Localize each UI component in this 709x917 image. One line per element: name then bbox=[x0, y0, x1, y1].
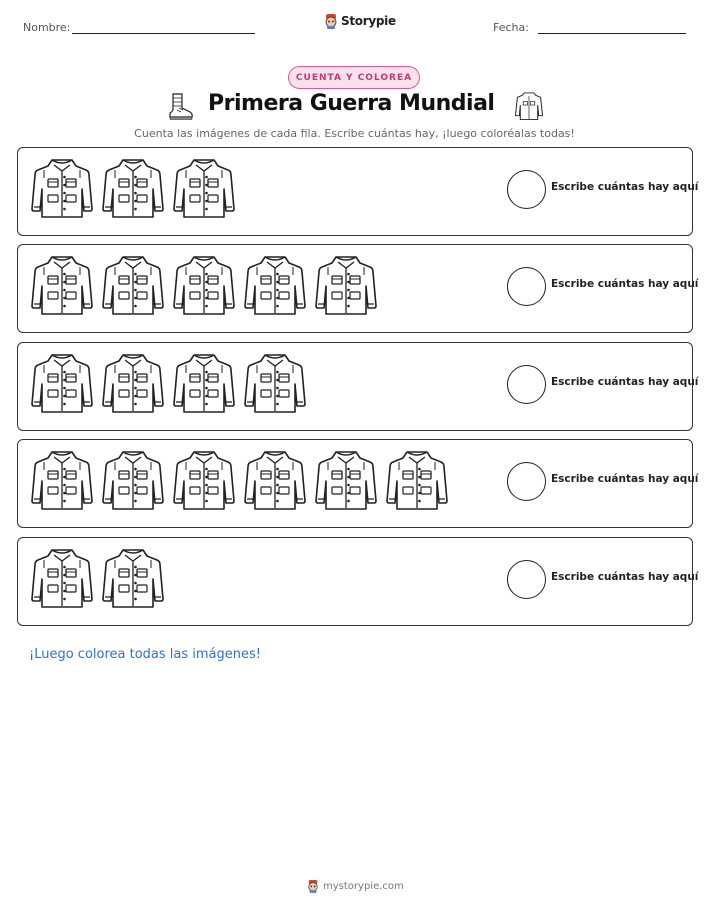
count-answer-circle[interactable] bbox=[507, 267, 546, 306]
count-row-3 bbox=[17, 342, 699, 431]
count-row-4 bbox=[17, 439, 699, 528]
military-jacket-icon bbox=[30, 352, 94, 414]
military-jacket-icon bbox=[101, 254, 165, 316]
name-label: Nombre: bbox=[23, 21, 71, 34]
storypie-mascot-icon bbox=[324, 13, 338, 29]
military-jacket-icon bbox=[30, 157, 94, 219]
jacket-icon bbox=[513, 91, 545, 121]
page-title: Primera Guerra Mundial bbox=[208, 91, 495, 116]
count-label: Escribe cuántas hay aquí bbox=[551, 278, 699, 290]
boot-icon bbox=[165, 91, 195, 121]
military-jacket-icon bbox=[101, 547, 165, 609]
count-row-2 bbox=[17, 244, 699, 333]
military-jacket-icon bbox=[172, 352, 236, 414]
count-row-5 bbox=[17, 537, 699, 626]
military-jacket-icon bbox=[172, 157, 236, 219]
date-line[interactable] bbox=[538, 33, 686, 34]
military-jacket-icon bbox=[243, 254, 307, 316]
brand-logo bbox=[324, 13, 396, 29]
military-jacket-icon bbox=[101, 157, 165, 219]
military-jacket-icon bbox=[30, 449, 94, 511]
military-jacket-icon bbox=[172, 449, 236, 511]
military-jacket-icon bbox=[243, 449, 307, 511]
count-label: Escribe cuántas hay aquí bbox=[551, 473, 699, 485]
military-jacket-icon bbox=[314, 254, 378, 316]
military-jacket-icon bbox=[172, 254, 236, 316]
count-answer-circle[interactable] bbox=[507, 170, 546, 209]
name-line[interactable] bbox=[72, 33, 255, 34]
jacket-group bbox=[30, 352, 307, 414]
jacket-group bbox=[30, 547, 165, 609]
military-jacket-icon bbox=[385, 449, 449, 511]
jacket-group bbox=[30, 254, 378, 316]
footer-url: mystorypie.com bbox=[323, 880, 404, 892]
military-jacket-icon bbox=[30, 547, 94, 609]
count-label: Escribe cuántas hay aquí bbox=[551, 571, 699, 583]
date-label: Fecha: bbox=[493, 21, 529, 34]
footer-brand bbox=[307, 879, 404, 893]
count-answer-circle[interactable] bbox=[507, 560, 546, 599]
military-jacket-icon bbox=[30, 254, 94, 316]
footer-note: ¡Luego colorea todas las imágenes! bbox=[29, 647, 261, 662]
activity-badge: CUENTA Y COLOREA bbox=[288, 66, 420, 89]
brand-name: Storypie bbox=[341, 14, 396, 28]
military-jacket-icon bbox=[101, 449, 165, 511]
storypie-mascot-icon bbox=[307, 879, 319, 893]
count-row-1 bbox=[17, 147, 699, 236]
count-label: Escribe cuántas hay aquí bbox=[551, 181, 699, 193]
military-jacket-icon bbox=[314, 449, 378, 511]
jacket-group bbox=[30, 449, 449, 511]
military-jacket-icon bbox=[243, 352, 307, 414]
count-answer-circle[interactable] bbox=[507, 365, 546, 404]
military-jacket-icon bbox=[101, 352, 165, 414]
count-answer-circle[interactable] bbox=[507, 462, 546, 501]
instructions: Cuenta las imágenes de cada fila. Escribe cuántas hay, ¡luego coloréalas todas! bbox=[134, 127, 575, 140]
jacket-group bbox=[30, 157, 236, 219]
count-label: Escribe cuántas hay aquí bbox=[551, 376, 699, 388]
